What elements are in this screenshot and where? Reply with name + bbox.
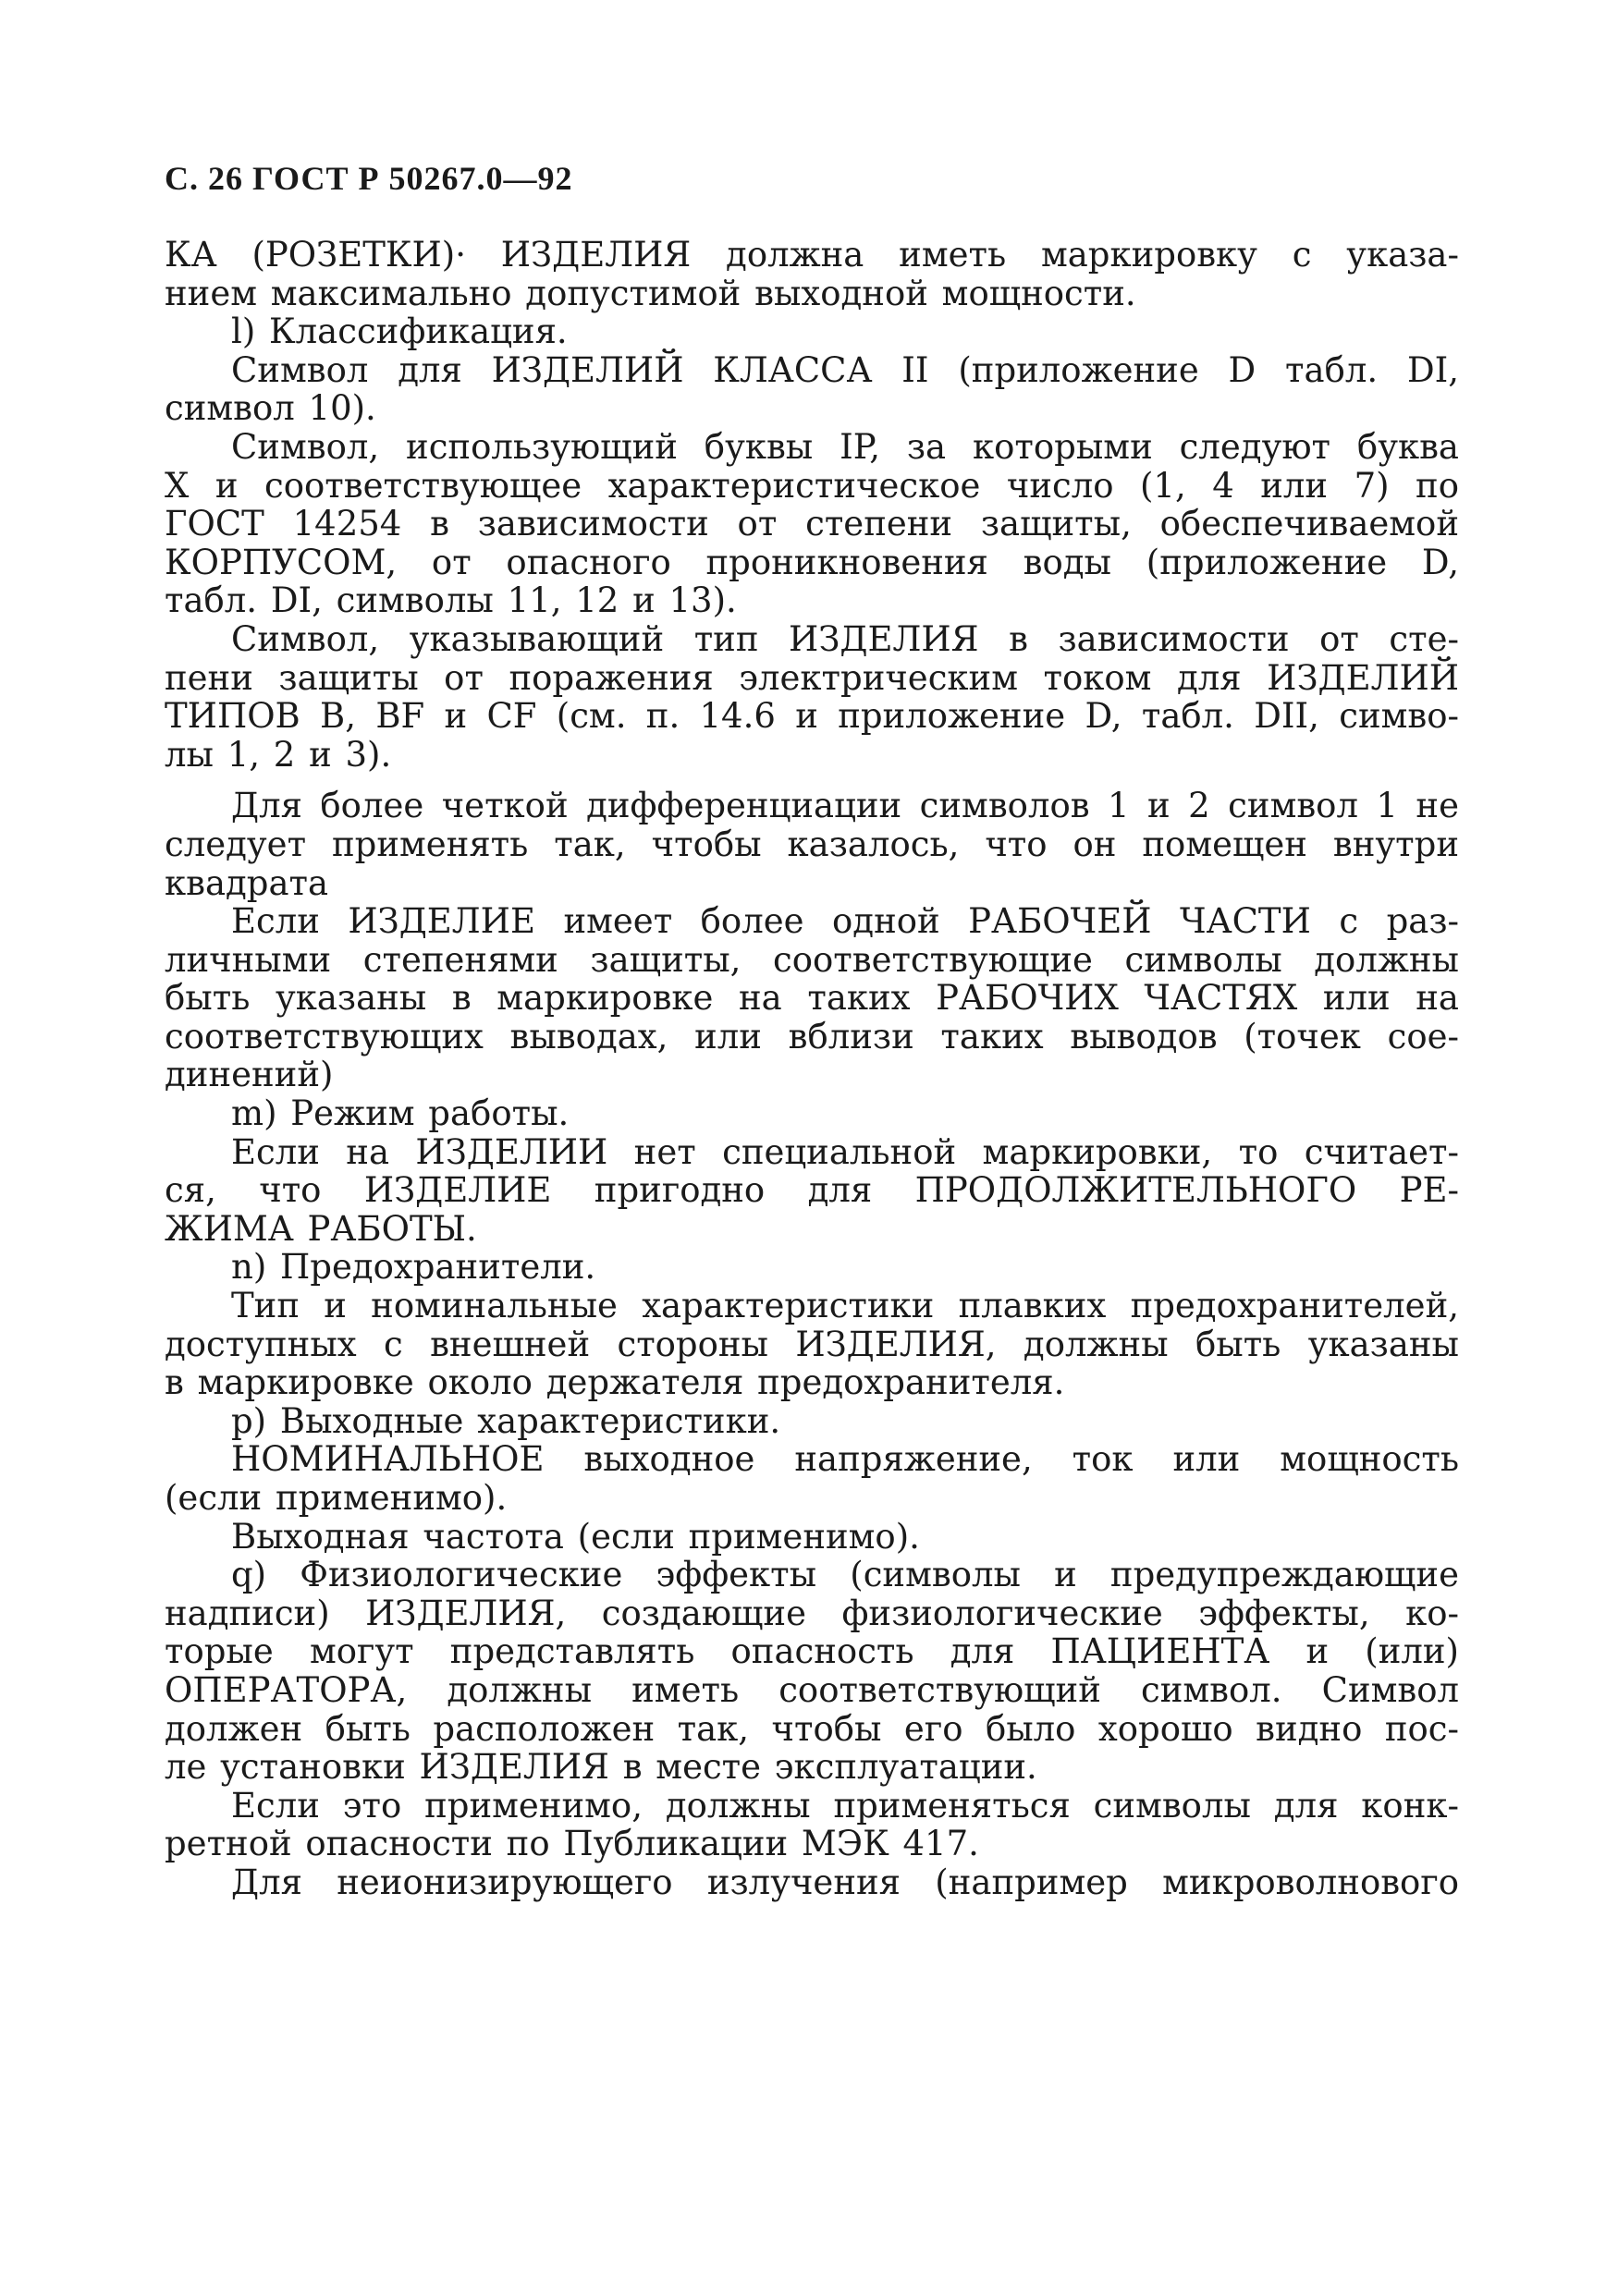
text-line: Выходная частота (если применимо). [231,1516,920,1557]
text-line: ретной опасности по Публикации МЭК 417. [165,1824,979,1864]
text-line: ся, что ИЗДЕЛИЕ пригодно для ПРОДОЛЖИТЕЛЬНОГО РЕ- [165,1170,1459,1211]
text-line: НОМИНАЛЬНОЕ выходное напряжение, ток или мощность [231,1439,1459,1480]
text-line: Для неионизирующего излучения (например микроволнового [231,1862,1459,1902]
text-line: Если это применимо, должны применяться символы для конк- [231,1785,1459,1826]
text-line: в маркировке около держателя предохранителя. [165,1362,1065,1403]
text-line: p) Выходные характеристики. [231,1400,781,1441]
text-line: Если ИЗДЕЛИЕ имеет более одной РАБОЧЕЙ ЧАСТИ с раз- [231,901,1459,942]
text-line: ГОСТ 14254 в зависимости от степени защиты, обеспечиваемой [165,504,1459,544]
text-line: надписи) ИЗДЕЛИЯ, создающие физиологические эффекты, ко- [165,1593,1459,1633]
text-line: ЖИМА РАБОТЫ. [165,1208,477,1249]
text-line: квадрата [165,862,329,903]
text-line: торые могут представлять опасность для ПАЦИЕНТА и (или) [165,1631,1459,1672]
text-line: Символ, использующий буквы IP, за которыми следуют буква [231,426,1459,467]
text-line: q) Физиологические эффекты (символы и предупреждающие [231,1555,1459,1595]
body-text [165,236,1459,1902]
text-line: Символ, указывающий тип ИЗДЕЛИЯ в зависимости от сте- [231,618,1459,659]
text-line: X и соответствующее характеристическое число (1, 4 или 7) по [165,465,1459,506]
text-line: динений) [165,1055,334,1095]
text-line: (если применимо). [165,1478,508,1518]
text-line: КОРПУСОМ, от опасного проникновения воды (приложение D, [165,542,1459,582]
text-line: табл. DI, символы 11, 12 и 13). [165,580,737,621]
text-line: ОПЕРАТОРА, должны иметь соответствующий символ. Символ [165,1669,1459,1710]
text-line: пени защиты от поражения электрическим током для ИЗДЕЛИЙ [165,657,1459,698]
text-line: личными степенями защиты, соответствующие символы должны [165,939,1459,980]
text-line: лы 1, 2 и 3). [165,734,392,775]
text-line: должен быть расположен так, чтобы его было хорошо видно пос- [165,1708,1459,1749]
text-line: Тип и номинальные характеристики плавких предохранителей, [231,1286,1459,1326]
page-header: С. 26 ГОСТ Р 50267.0—92 [165,160,573,197]
text-line: Для более четкой дифференциации символов 1 и 2 символ 1 не [231,786,1459,826]
text-line: нием максимально допустимой выходной мощности. [165,273,1136,313]
paragraph-gap [165,774,1459,787]
text-line: ле установки ИЗДЕЛИЯ в месте эксплуатации. [165,1747,1037,1788]
text-line: быть указаны в маркировке на таких РАБОЧИХ ЧАСТЯХ или на [165,978,1459,1019]
text-line: Если на ИЗДЕЛИИ нет специальной маркировки, то считает- [231,1131,1459,1172]
text-line: Символ для ИЗДЕЛИЙ КЛАССА II (приложение D табл. DI, [231,349,1459,390]
text-line: ТИПОВ В, BF и CF (см. п. 14.6 и приложение D, табл. DII, симво- [165,696,1459,737]
text-line: КА (РОЗЕТКИ)· ИЗДЕЛИЯ должна иметь маркировку с указа- [165,235,1459,275]
text-line: соответствующих выводах, или вблизи таких выводов (точек сое- [165,1016,1459,1056]
text-line: доступных с внешней стороны ИЗДЕЛИЯ, должны быть указаны [165,1324,1459,1364]
text-line: следует применять так, чтобы казалось, что он помещен внутри [165,824,1459,864]
text-line: символ 10). [165,388,376,429]
text-line: m) Режим работы. [231,1093,570,1134]
text-line: l) Классификация. [231,311,568,352]
text-line: n) Предохранители. [231,1247,596,1288]
